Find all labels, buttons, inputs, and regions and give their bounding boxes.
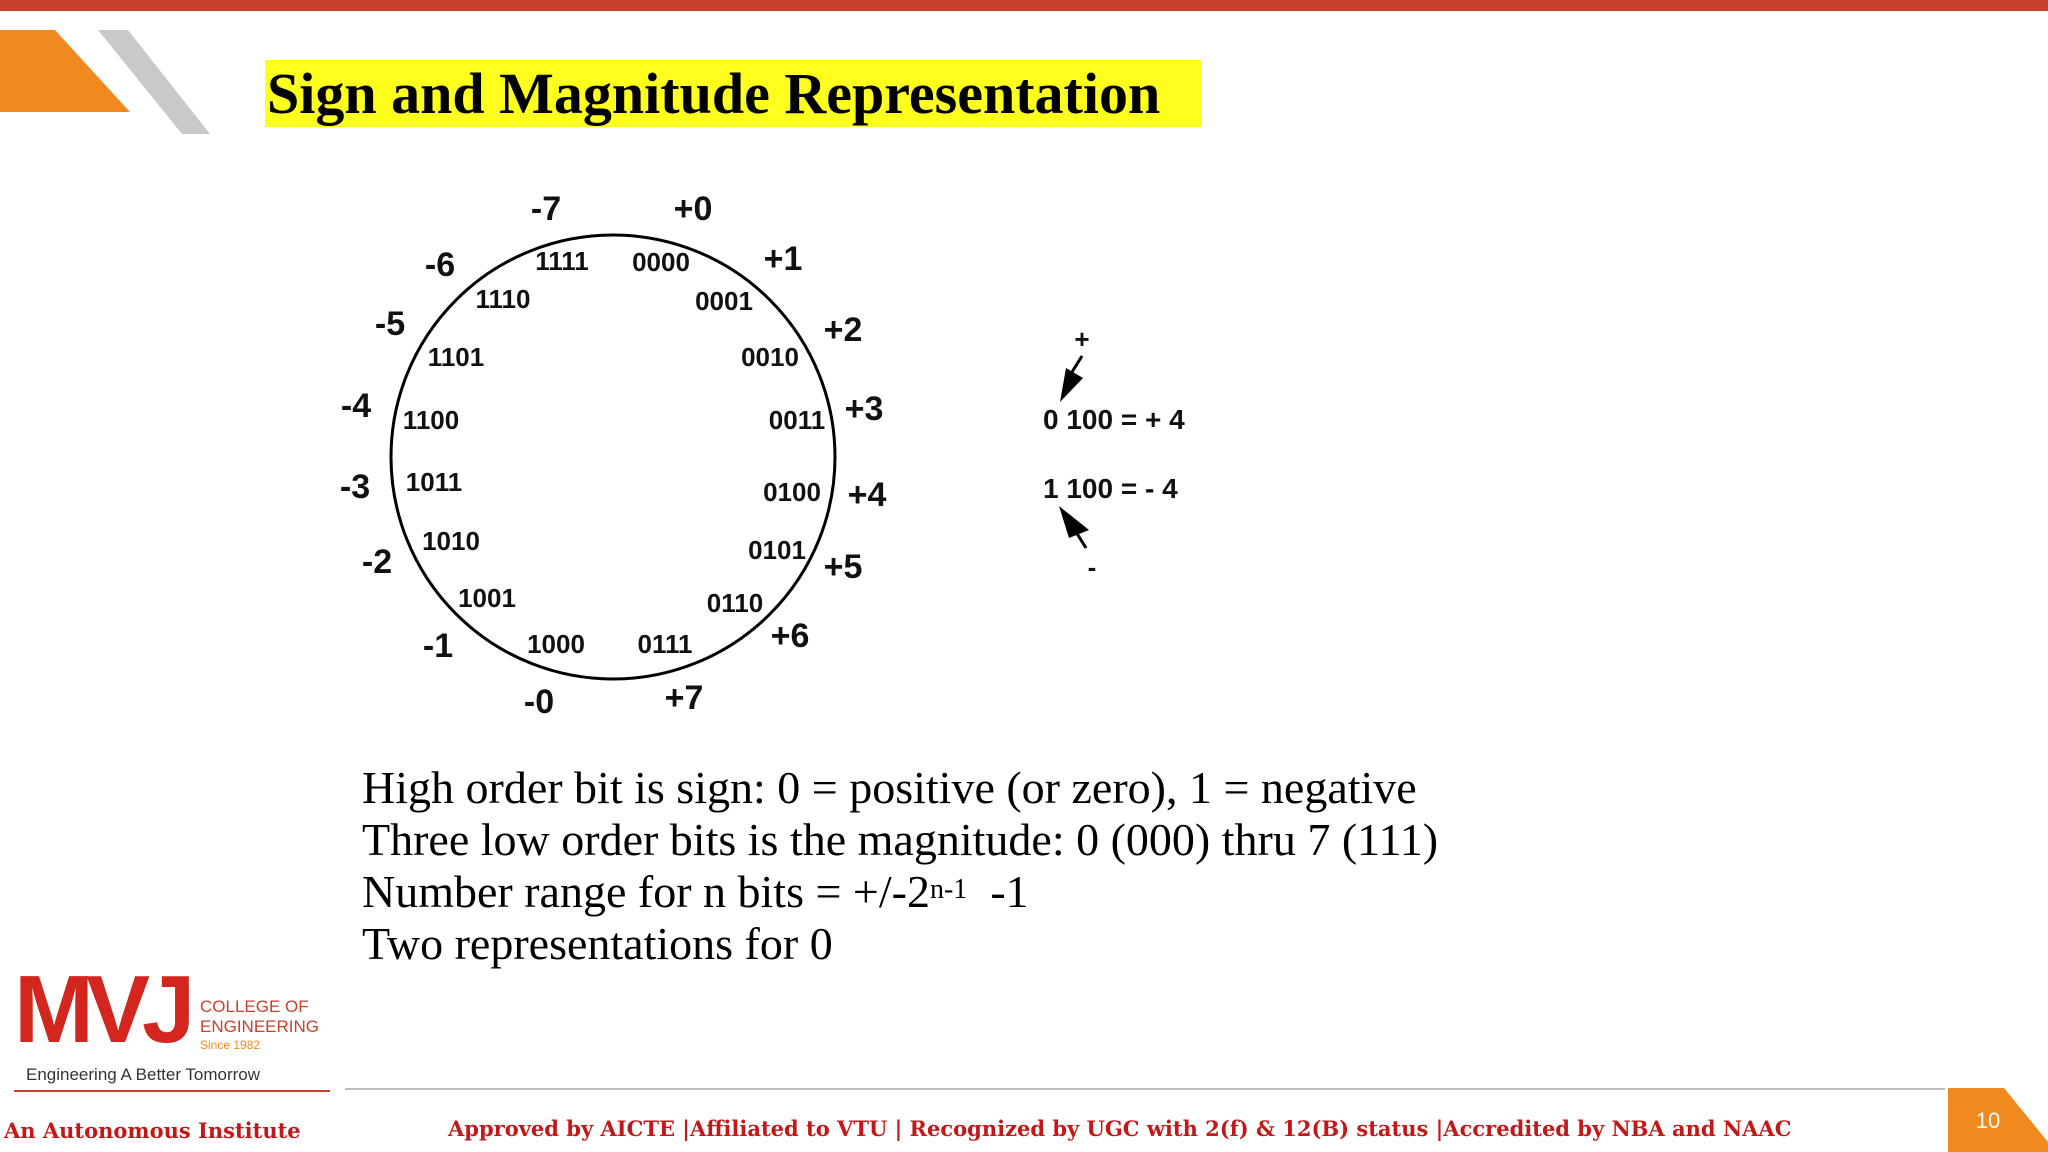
label-minus-5: -5 — [374, 305, 406, 343]
code-1101: 1101 — [427, 342, 485, 372]
explanation-line-3 — [362, 866, 1438, 918]
minus-arrow-shaft — [1076, 532, 1086, 548]
label-minus-1: -1 — [422, 627, 454, 665]
explanation-line-2: Three low order bits is the magnitude: 0 (000) thru 7 (111) — [362, 814, 1439, 865]
code-1011: 1011 — [405, 467, 463, 497]
plus-arrow-head-icon — [1060, 368, 1083, 402]
plus-arrow-shaft — [1072, 356, 1082, 372]
label-plus-6: +6 — [770, 617, 810, 655]
label-plus-3: +3 — [844, 390, 884, 428]
page-number: 10 — [1975, 1108, 2001, 1133]
code-1111: 1111 — [535, 246, 589, 276]
code-0101: 0101 — [748, 535, 806, 565]
minus-sign-label: - — [1087, 552, 1097, 582]
code-1100: 1100 — [402, 405, 460, 435]
label-plus-1: +1 — [763, 240, 803, 278]
code-0000: 0000 — [632, 247, 690, 277]
label-minus-3: -3 — [339, 468, 371, 506]
range-main-text: Number range for n bits = +/-2 — [362, 866, 930, 917]
label-minus-6: -6 — [424, 246, 456, 284]
code-1010: 1010 — [422, 526, 480, 556]
label-minus-4: -4 — [340, 387, 372, 425]
label-minus-0: -0 — [523, 683, 555, 721]
accreditation-text: Approved by AICTE |Affiliated to VTU | Recognized by UGC with 2(f) & 12(B) status |Accredited by NBA and NAAC — [448, 1116, 1792, 1141]
label-minus-7: -7 — [530, 190, 562, 228]
code-0111: 0111 — [637, 629, 693, 659]
logo-mark: MVJ — [14, 960, 188, 1063]
explanation-text — [362, 762, 1438, 970]
label-plus-7: +7 — [664, 679, 704, 717]
code-0110: 0110 — [706, 588, 764, 618]
footer-divider — [345, 1088, 1945, 1090]
logo-tagline: Engineering A Better Tomorrow — [26, 1065, 261, 1084]
code-0001: 0001 — [695, 286, 753, 316]
autonomous-label: An Autonomous Institute — [4, 1118, 301, 1143]
logo-separator — [14, 1090, 330, 1092]
code-0010: 0010 — [741, 342, 799, 372]
explanation-line-1: High order bit is sign: 0 = positive (or zero), 1 = negative — [362, 762, 1417, 813]
range-tail-text: -1 — [967, 866, 1029, 917]
slide-title: Sign and Magnitude Representation — [267, 61, 1161, 126]
label-plus-4: +4 — [847, 476, 887, 514]
logo-engineering-text: ENGINEERING — [200, 1017, 320, 1036]
plus-sign-label: + — [1074, 324, 1090, 354]
code-0011: 0011 — [768, 405, 826, 435]
code-1000: 1000 — [527, 629, 585, 659]
logo-since-text: Since 1982 — [200, 1038, 261, 1052]
code-1110: 1110 — [475, 284, 531, 314]
label-plus-2: +2 — [823, 311, 863, 349]
code-0100: 0100 — [763, 477, 821, 507]
code-1001: 1001 — [458, 583, 516, 613]
positive-equation: 0 100 = + 4 — [1043, 404, 1185, 435]
label-plus-0: +0 — [673, 190, 713, 228]
range-exponent: n-1 — [929, 874, 968, 905]
negative-equation: 1 100 = - 4 — [1043, 473, 1178, 504]
label-plus-5: +5 — [823, 548, 863, 586]
minus-arrow-head-icon — [1059, 506, 1089, 538]
label-minus-2: -2 — [361, 543, 393, 581]
explanation-line-4: Two representations for 0 — [362, 918, 833, 969]
logo-college-text: COLLEGE OF — [200, 997, 309, 1016]
